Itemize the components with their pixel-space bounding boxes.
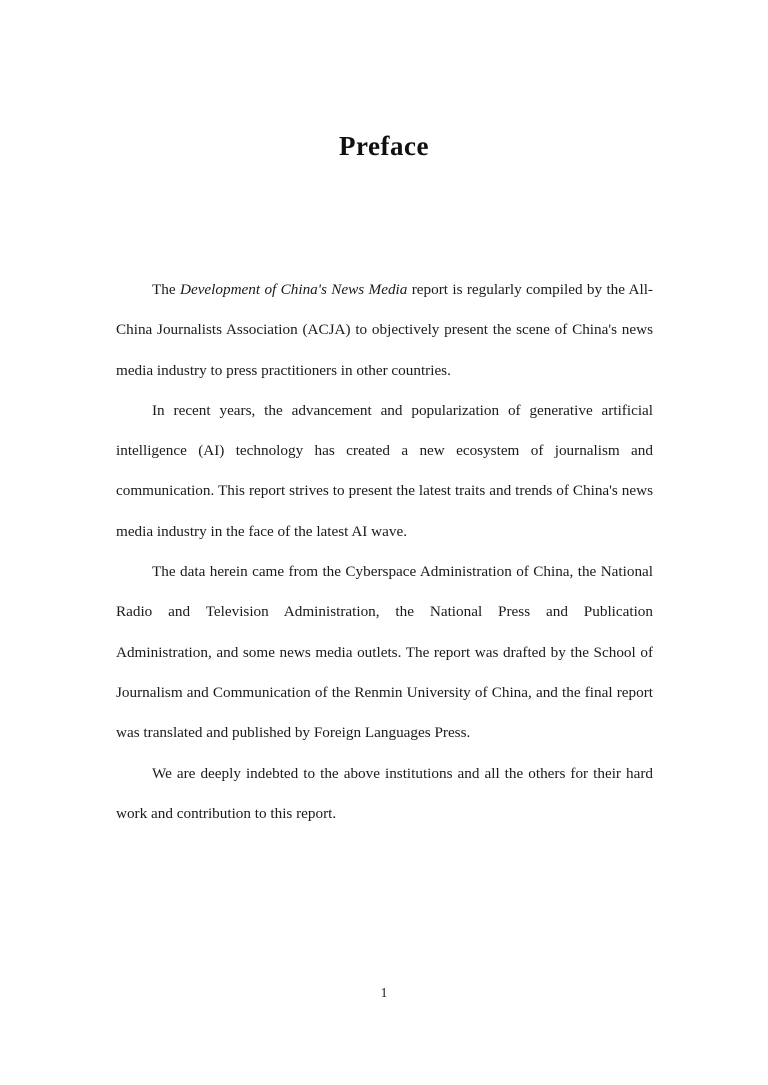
paragraph-3: The data herein came from the Cyberspace Administration of China, the National Radio and Television Administration, the National Press and Publication Administration, and some news media outlets. The report was drafted by the School of Journalism and Communication of the Renmin University of China, and the final report was translated and published by Foreign Languages Press. — [116, 563, 653, 742]
paragraph-1-rest: report is regularly compiled by the All-China Journalists Association (ACJA) to objectively present the scene of China's news media industry to press practitioners in other countries. — [116, 281, 653, 379]
document-body — [0, 270, 768, 834]
paragraph-1-lead: The — [152, 281, 180, 298]
page-title: Preface — [339, 131, 429, 161]
report-title-italic: Development of China's News Media — [179, 281, 408, 298]
paragraph-2: In recent years, the advancement and popularization of generative artificial intelligence (AI) technology has created a new ecosystem of journalism and communication. This report strives to present the latest traits and trends of China's news media industry in the face of the latest AI wave. — [116, 401, 653, 540]
paragraph-4: We are deeply indebted to the above institutions and all the others for their hard work and contribution to this report. — [116, 764, 653, 822]
page-number: 1 — [380, 985, 388, 1000]
paragraph-1 — [116, 270, 653, 391]
